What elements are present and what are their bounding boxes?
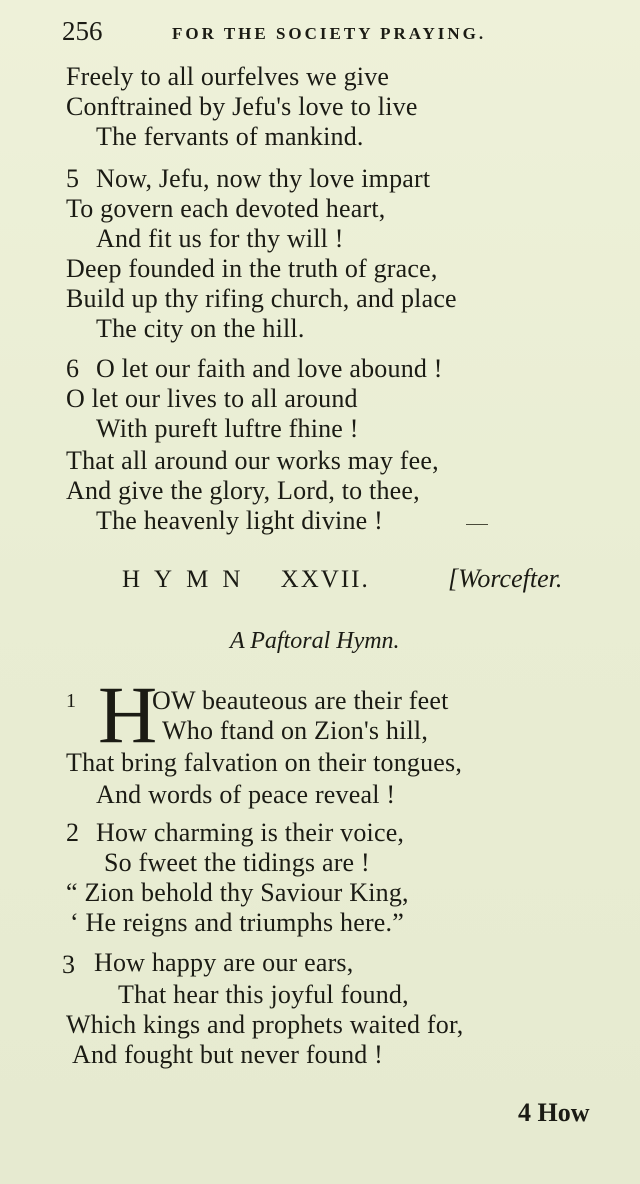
hymn-subtitle: A Paftoral Hymn. <box>230 628 400 654</box>
verse-line: OW beauteous are their feet <box>152 686 449 715</box>
verse-line: And fit us for thy will ! <box>96 224 344 253</box>
verse-line: O let our lives to all around <box>66 384 358 413</box>
verse-line: To govern each devoted heart, <box>66 194 386 223</box>
running-title: FOR THE SOCIETY PRAYING. <box>172 24 487 43</box>
verse-line: And give the glory, Lord, to thee, <box>66 476 420 505</box>
verse-line: And words of peace reveal ! <box>96 780 396 809</box>
verse-line: And fought but never found ! <box>72 1040 384 1069</box>
verse-line: O let our faith and love abound ! <box>96 354 443 383</box>
hymn-number: XXVII. <box>280 566 370 593</box>
stanza-number: 2 <box>66 818 79 847</box>
page-number: 256 <box>62 16 103 46</box>
divider <box>466 524 488 525</box>
verse-line: So fweet the tidings are ! <box>104 848 370 877</box>
verse-line: Who ftand on Zion's hill, <box>162 716 429 745</box>
hymn-title <box>122 566 370 594</box>
verse-line: The heavenly light divine ! <box>96 506 383 535</box>
verse-line: Deep founded in the truth of grace, <box>66 254 438 283</box>
stanza-number: 3 <box>62 950 75 979</box>
verse-line: ‘ He reigns and triumphs here.” <box>70 908 404 937</box>
verse-line: Freely to all ourfelves we give <box>66 62 390 91</box>
stanza-number: 5 <box>66 164 79 193</box>
hymn-word: HYMN <box>122 566 255 593</box>
verse-line: Conftrained by Jefu's love to live <box>66 92 418 121</box>
catchword: 4 How <box>518 1098 590 1127</box>
verse-line: Which kings and prophets waited for, <box>66 1010 464 1039</box>
stanza-number: 1 <box>66 690 76 712</box>
stanza-number: 6 <box>66 354 79 383</box>
verse-line: The city on the hill. <box>96 314 305 343</box>
verse-line: That all around our works may fee, <box>66 446 439 475</box>
verse-line: “ Zion behold thy Saviour King, <box>66 878 409 907</box>
drop-cap: H <box>98 669 158 760</box>
verse-line: The fervants of mankind. <box>96 122 364 151</box>
verse-line: With pureft luftre fhine ! <box>96 414 359 443</box>
tune-name: [Worcefter. <box>448 564 563 593</box>
verse-line: That hear this joyful found, <box>118 980 409 1009</box>
verse-line: That bring falvation on their tongues, <box>66 748 463 777</box>
verse-line: How happy are our ears, <box>94 948 354 977</box>
verse-line: Build up thy rifing church, and place <box>66 284 457 313</box>
verse-line: Now, Jefu, now thy love impart <box>96 164 431 193</box>
verse-line: How charming is their voice, <box>96 818 405 847</box>
